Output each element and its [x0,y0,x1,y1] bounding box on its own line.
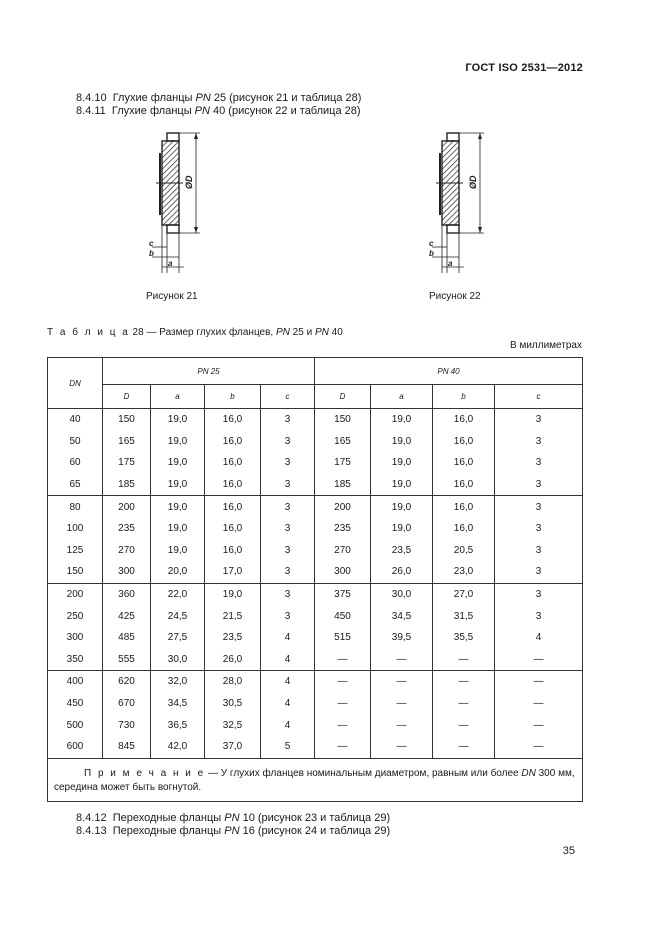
table-cell: — [315,649,371,671]
figure-22-flange-drawing [418,125,498,275]
column-header: b [205,385,261,409]
column-header: D [103,385,151,409]
table-cell: 35,5 [433,627,495,649]
table-cell: 19,0 [151,518,205,540]
table-cell: 30,0 [151,649,205,671]
table-cell: 4 [261,671,315,693]
table-cell: — [371,649,433,671]
table-cell: 19,0 [371,409,433,431]
table-cell: 360 [103,583,151,605]
table-row [48,431,583,453]
table-cell: 3 [261,583,315,605]
table-row [48,649,583,671]
table-cell: 27,5 [151,627,205,649]
table-cell: 235 [103,518,151,540]
cell-dn: 600 [48,736,103,758]
table-cell: 39,5 [371,627,433,649]
table-cell: 19,0 [371,518,433,540]
table-cell: 3 [261,518,315,540]
table-cell: 22,0 [151,583,205,605]
table-cell: 23,0 [433,561,495,583]
cell-dn: 300 [48,627,103,649]
table-row [48,693,583,715]
table-cell: 150 [315,409,371,431]
table-cell: 670 [103,693,151,715]
table-note [48,758,583,801]
clause-8-4-13 [76,825,390,837]
table-row [48,671,583,693]
table-cell: 19,0 [371,496,433,518]
group-header-pn25: PN 25 [103,358,315,385]
table-cell: 555 [103,649,151,671]
dim-c-label: c [429,239,434,248]
column-header: b [433,385,495,409]
table-cell: 16,0 [433,496,495,518]
table-cell: 16,0 [205,540,261,562]
clause-text: Переходные фланцы [112,812,225,824]
table-cell: 19,0 [151,431,205,453]
pn-label: PN [224,825,240,837]
table-cell: 19,0 [371,452,433,474]
table-cell: 4 [261,649,315,671]
clause-text-end: 25 (рисунок 21 и таблица 28) [210,92,362,104]
table-cell: — [371,693,433,715]
cell-dn: 450 [48,693,103,715]
table-cell: 19,0 [371,431,433,453]
pn-label: PN [276,327,290,338]
table-cell: 300 [103,561,151,583]
table-cell: 32,0 [151,671,205,693]
table-cell: 30,0 [371,583,433,605]
table-cell: 37,0 [205,736,261,758]
clause-8-4-11 [76,105,361,117]
table-title-end: 40 [328,327,343,338]
flange-dimensions-table [47,357,583,802]
table-cell: 3 [261,474,315,496]
table-cell: 165 [315,431,371,453]
table-cell: 16,0 [205,518,261,540]
cell-dn: 400 [48,671,103,693]
dn-label: DN [521,767,536,779]
pn-label: PN [195,92,211,104]
clause-text-end: 10 (рисунок 23 и таблица 29) [239,812,391,824]
table-cell: 16,0 [205,474,261,496]
clause-text: Переходные фланцы [112,825,225,837]
table-row [48,409,583,431]
table-cell: 450 [315,605,371,627]
table-cell: 3 [495,540,583,562]
table-cell: 20,0 [151,561,205,583]
table-cell: 42,0 [151,736,205,758]
page-number: 35 [562,845,575,857]
dim-b-label: b [429,249,434,258]
table-cell: 3 [495,561,583,583]
cell-dn: 150 [48,561,103,583]
table-cell: 4 [495,627,583,649]
table-cell: 730 [103,714,151,736]
table-row [48,452,583,474]
table-cell: — [371,671,433,693]
table-row [48,518,583,540]
table-cell: — [433,736,495,758]
figure-21-flange-drawing [138,125,218,275]
table-cell: — [433,649,495,671]
cell-dn: 250 [48,605,103,627]
group-header-pn40: PN 40 [315,358,583,385]
cell-dn: 40 [48,409,103,431]
table-cell: 21,5 [205,605,261,627]
table-title-mid: 25 и [289,327,315,338]
table-cell: 28,0 [205,671,261,693]
table-cell: 23,5 [371,540,433,562]
table-cell: 620 [103,671,151,693]
table-cell: 300 [315,561,371,583]
column-header: a [151,385,205,409]
table-cell: — [495,693,583,715]
table-cell: — [371,736,433,758]
table-title [47,327,343,338]
table-cell: 165 [103,431,151,453]
table-cell: 16,0 [433,452,495,474]
table-cell: — [315,693,371,715]
table-row [48,561,583,583]
clause-text: Глухие фланцы [111,105,195,117]
table-cell: — [315,714,371,736]
column-header-dn: DN [48,358,103,409]
table-cell: — [315,671,371,693]
table-cell: 19,0 [371,474,433,496]
table-cell: 16,0 [205,496,261,518]
table-cell: — [495,736,583,758]
table-cell: — [433,671,495,693]
table-cell: 3 [495,431,583,453]
table-cell: 16,0 [433,431,495,453]
table-cell: 30,5 [205,693,261,715]
table-row [48,736,583,758]
column-header: a [371,385,433,409]
figure-21-caption: Рисунок 21 [146,291,198,302]
note-text-end: 300 мм, середина может быть вогнутой. [54,767,575,793]
table-cell: 3 [495,518,583,540]
table-cell: 3 [261,561,315,583]
table-cell: 23,5 [205,627,261,649]
table-cell: 845 [103,736,151,758]
table-cell: 3 [261,496,315,518]
table-cell: 26,0 [371,561,433,583]
table-cell: 16,0 [433,518,495,540]
cell-dn: 125 [48,540,103,562]
table-cell: 375 [315,583,371,605]
cell-dn: 350 [48,649,103,671]
flange-section [156,133,183,233]
table-cell: 3 [261,431,315,453]
table-cell: 515 [315,627,371,649]
table-cell: 3 [495,496,583,518]
flange-section [436,133,463,233]
table-cell: 3 [495,583,583,605]
table-cell: — [315,736,371,758]
table-cell: 4 [261,693,315,715]
table-cell: 3 [261,605,315,627]
table-cell: 200 [315,496,371,518]
clause-8-4-12 [76,812,390,824]
clause-number: 8.4.13 [76,825,107,837]
pn-label: PN [194,105,210,117]
table-cell: 26,0 [205,649,261,671]
table-cell: 19,0 [151,540,205,562]
table-row [48,496,583,518]
table-cell: — [433,714,495,736]
table-row [48,605,583,627]
table-cell: 19,0 [151,474,205,496]
table-cell: 24,5 [151,605,205,627]
table-cell: 185 [315,474,371,496]
table-cell: 200 [103,496,151,518]
table-cell: 3 [261,540,315,562]
table-cell: 19,0 [151,409,205,431]
table-row [48,474,583,496]
clause-8-4-10 [76,92,361,104]
table-cell: 19,0 [151,452,205,474]
table-cell: 31,5 [433,605,495,627]
table-title-text: 28 — Размер глухих фланцев, [129,327,276,338]
table-cell: 3 [261,452,315,474]
note-prefix: П р и м е ч а н и е [84,767,206,779]
table-cell: 19,0 [151,496,205,518]
column-header: c [495,385,583,409]
clause-text: Глухие фланцы [112,92,196,104]
cell-dn: 60 [48,452,103,474]
table-cell: 3 [495,409,583,431]
table-cell: 235 [315,518,371,540]
clause-number: 8.4.10 [76,92,107,104]
table-cell: 17,0 [205,561,261,583]
table-cell: 150 [103,409,151,431]
clause-text-end: 40 (рисунок 22 и таблица 28) [209,105,361,117]
dim-a-label: a [448,259,453,268]
dim-c-label: c [149,239,154,248]
table-cell: 270 [103,540,151,562]
cell-dn: 80 [48,496,103,518]
table-cell: 27,0 [433,583,495,605]
pn-label: PN [314,327,329,338]
note-text: — У глухих фланцев номинальным диаметром, равным или более [205,767,522,779]
dim-main-label: ØD [468,175,478,189]
table-units: В миллиметрах [510,340,582,351]
document-id: ГОСТ ISO 2531—2012 [465,62,583,74]
clause-number: 8.4.11 [76,105,106,117]
pn-label: PN [224,812,240,824]
cell-dn: 500 [48,714,103,736]
clause-number: 8.4.12 [76,812,107,824]
table-cell: 5 [261,736,315,758]
table-cell: 16,0 [205,452,261,474]
table-cell: 3 [495,474,583,496]
cell-dn: 200 [48,583,103,605]
table-cell: — [495,714,583,736]
cell-dn: 50 [48,431,103,453]
table-cell: 425 [103,605,151,627]
table-cell: 3 [495,452,583,474]
table-cell: 4 [261,714,315,736]
dim-b-label: b [149,249,154,258]
table-cell: 19,0 [205,583,261,605]
clause-text-end: 16 (рисунок 24 и таблица 29) [239,825,391,837]
table-row [48,583,583,605]
table-row [48,627,583,649]
column-header: c [261,385,315,409]
column-header: D [315,385,371,409]
table-row [48,714,583,736]
table-cell: 16,0 [433,409,495,431]
table-cell: 16,0 [433,474,495,496]
table-row [48,540,583,562]
table-cell: — [495,671,583,693]
table-cell: 16,0 [205,409,261,431]
table-cell: 185 [103,474,151,496]
table-cell: 16,0 [205,431,261,453]
table-cell: 34,5 [151,693,205,715]
table-cell: — [433,693,495,715]
table-title-prefix: Т а б л и ц а [47,327,130,338]
table-cell: 36,5 [151,714,205,736]
table-cell: 175 [315,452,371,474]
table-cell: — [495,649,583,671]
table-cell: 3 [495,605,583,627]
table-cell: — [371,714,433,736]
cell-dn: 65 [48,474,103,496]
table-cell: 32,5 [205,714,261,736]
table-cell: 485 [103,627,151,649]
table-cell: 3 [261,409,315,431]
cell-dn: 100 [48,518,103,540]
figure-22-caption: Рисунок 22 [429,291,481,302]
table-cell: 175 [103,452,151,474]
table-cell: 34,5 [371,605,433,627]
dim-a-label: a [168,259,173,268]
table-cell: 270 [315,540,371,562]
dim-main-label: ØD [184,175,194,189]
table-cell: 4 [261,627,315,649]
table-cell: 20,5 [433,540,495,562]
